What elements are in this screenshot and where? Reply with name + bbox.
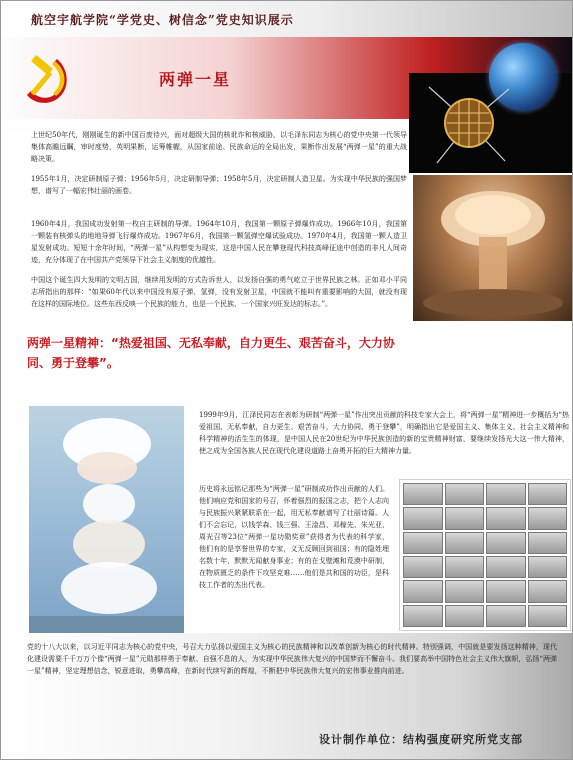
mushroom-cloud-icon <box>413 175 573 321</box>
paragraph-spirit-summary: 1999年9月，江泽民同志在表彰为研制“两弹一星”作出突出贡献的科技专家大会上，将“两弹一星”精神进一步概括为“热爱祖国、无私奉献，自力更生、艰苦奋斗，大力协同、勇于登攀”，明确指出它是爱国主义、集体主义、社会主义精神和科学精神的活生生的体现，是中国人民在20世纪为中华民族创造的新的宝贵精神财富，要继续发扬光大这一伟大精神，使之成为全国各族人民在现代化建设道路上奋勇开拓的巨大精神力量。 <box>199 411 569 455</box>
portrait-photo <box>403 580 443 602</box>
portrait-photo <box>445 483 485 505</box>
portrait-photo <box>403 483 443 505</box>
portrait-photo <box>403 532 443 554</box>
header-band <box>1 1 573 37</box>
portrait-photo <box>528 556 568 578</box>
footer-credit: 设计制作单位：结构强度研究所党支部 <box>319 733 523 746</box>
spirit-statement: 两弹一星精神：“热爱祖国、无私奉献，自力更生、艰苦奋斗，大力协同、勇于登攀”。 <box>27 336 395 370</box>
portrait-photo <box>486 580 526 602</box>
launch-cloud-photo <box>29 406 184 633</box>
mushroom-cloud-sky-icon <box>29 406 184 633</box>
hammer-sickle-icon <box>21 51 71 107</box>
portrait-photo <box>528 532 568 554</box>
paragraph-achievements: 1960年4月，我国成功发射第一枚自主研制的导弹。1964年10月，我国第一颗原子弹爆炸成功。1966年10月，我国第一颗装有核弹头的地地导弹飞行爆炸成功。1967年6月，我国第一颗氢弹空爆试验成功。1970年4月，我国第一颗人造卫星发射成功。短短十余年时间，“两弹一星”从构想变为现实，这是中国人民在攀登现代科技高峰征途中创造的非凡人间奇迹，充分体现了在中国共产党领导下社会主义制度的优越性。 <box>31 220 407 264</box>
portrait-photo <box>486 483 526 505</box>
portrait-grid <box>399 479 571 631</box>
portrait-photo <box>528 483 568 505</box>
portrait-photo <box>486 532 526 554</box>
paragraph-new-era: 党的十八大以来，以习近平同志为核心的党中央，号召大力弘扬以爱国主义为核心的民族精神和以改革创新为核心的时代精神。特别强调，中国就是要发扬这种精神，现代化建设需要千千万万个像“两弹一星”元勋那样勇于奉献、自强不息的人，为实现中华民族伟大复兴的中国梦而不懈奋斗。我们要高举中国特色社会主义伟大旗帜，弘扬“两弹一星”精神，坚定理想信念，锐意进取，勇攀高峰，在新时代续写新的辉煌，不断把中华民族伟大复兴的宏伟事业推向前进。 <box>27 643 557 675</box>
portrait-photo <box>445 580 485 602</box>
main-title: 两弹一星 <box>159 70 232 89</box>
satellite-icon <box>419 79 519 167</box>
portrait-photo <box>403 605 443 627</box>
paragraph-scientists: 历史将永远铭记那些为“两弹一星”研制成功作出贡献的人们。他们响应党和国家的号召，怀着强烈的报国之志，把个人志向与民族振兴紧紧联系在一起，用无私奉献谱写了壮丽诗篇。人们不会忘记，以钱学森、钱三强、王淦昌、邓稼先、朱光亚、周光召等23位“两弹一星功勋奖章”获得者为代表的科学家，他们有的是享誉世界的专家，义无反顾回到祖国；有的隐姓埋名数十年，默默无闻献身事业；有的在戈壁滩和荒漠中研制，在物质匮乏的条件下攻坚克难……他们是共和国的功臣，是科技工作者的杰出代表。 <box>199 485 389 589</box>
paragraph-significance: 中国这个诞生四大发明的文明古国，继续用发明的方式告诉世人，以发扬自强的勇气屹立于世界民族之林。正如邓小平同志所指出的那样：“如果60年代以来中国没有原子弹、氢弹，没有发射卫星，中国就不能叫有重要影响的大国，就没有现在这样的国际地位。这些东西反映一个民族的能力，也是一个民族、一个国家兴旺发达的标志。”。 <box>31 276 407 308</box>
portrait-photo <box>528 580 568 602</box>
portrait-photo <box>445 532 485 554</box>
portrait-photo <box>486 556 526 578</box>
paragraph-timeline: 1955年1月，决定研制原子弹；1956年5月，决定研制导弹；1958年5月，决定研制人造卫星。为实现中华民族的强国梦想，谱写了一幅宏伟壮丽的画卷。 <box>31 175 407 195</box>
portrait-photo <box>528 605 568 627</box>
header-title: 航空宇航学院“学党史、树信念”党史知识展示 <box>31 13 294 27</box>
portrait-photo <box>486 605 526 627</box>
portrait-photo <box>403 556 443 578</box>
paragraph-decision: 上世纪50年代，刚刚诞生的新中国百废待兴，面对超级大国的核讹诈和核威胁，以毛泽东同志为核心的党中央第一代领导集体高瞻远瞩，审时度势，英明果断，运筹帷幄，从国家前途、民族命运的全局出发，果断作出发展“两弹一星”的重大战略决策。 <box>31 131 407 163</box>
portrait-photo <box>528 507 568 529</box>
nuclear-test-photo <box>413 175 573 321</box>
portrait-photo <box>486 507 526 529</box>
portrait-photo <box>445 507 485 529</box>
portrait-photo <box>445 556 485 578</box>
portrait-photo <box>445 605 485 627</box>
portrait-photo <box>403 507 443 529</box>
